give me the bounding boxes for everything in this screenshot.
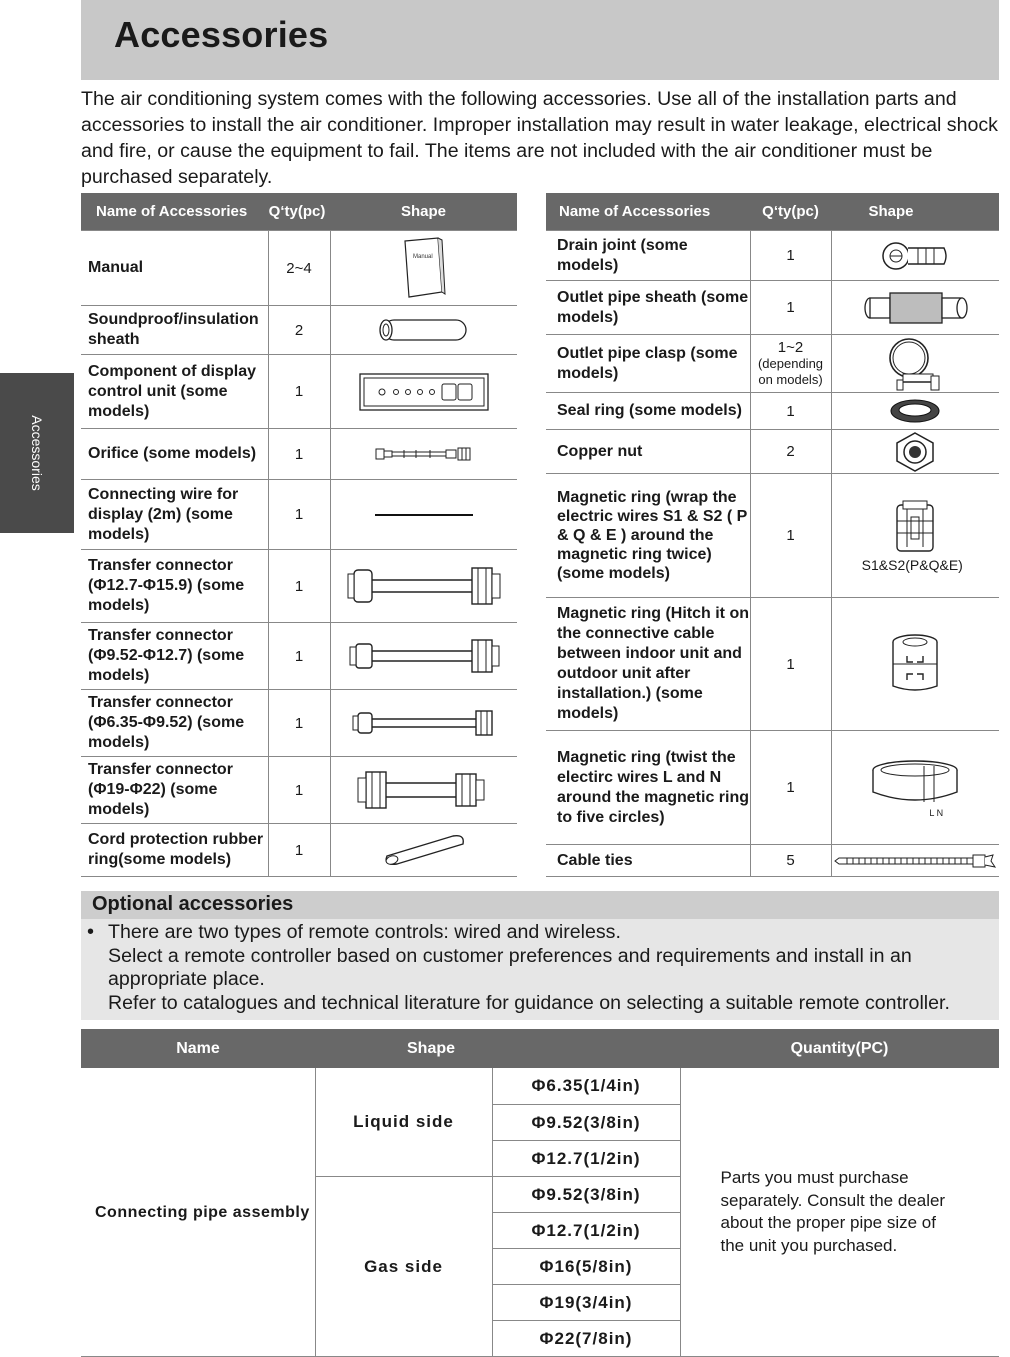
intro-paragraph: The air conditioning system comes with the following accessories. Use all of the installation parts and accessories to install the air conditioner. Improper installation may result in water leakage, electrical shock and fire, or cause the equipment to fail. The items are not included with the air conditioner must be purchased separately. <box>81 88 998 188</box>
table-row <box>81 1068 999 1105</box>
drain-joint-icon <box>880 239 950 273</box>
accessories-table-left <box>81 193 517 877</box>
pipe-clasp-icon <box>883 336 947 392</box>
accessory-qty: 5 <box>750 845 831 877</box>
accessory-qty: 1 <box>750 598 831 731</box>
cable-tie-icon <box>833 852 997 870</box>
header-qty: Q‘ty(pc) <box>750 193 831 231</box>
table-row <box>546 845 999 877</box>
accessory-qty: 1 <box>268 429 330 480</box>
accessory-qty: 2~4 <box>268 231 330 306</box>
accessory-name: Magnetic ring (Hitch it on the connective cable between indoor unit and outdoor unit after installation.) (some models) <box>546 598 750 731</box>
pipe-size: Φ12.7(1/2in) <box>492 1141 680 1177</box>
accessory-name: Component of display control unit (some models) <box>81 355 268 429</box>
optional-bullet-text: There are two types of remote controls: wired and wireless. <box>108 921 621 943</box>
transfer-connector-icon <box>344 636 504 676</box>
accessory-name: Transfer connector (Φ6.35-Φ9.52) (some models) <box>81 690 268 757</box>
magnetic-ring-icon <box>883 632 947 696</box>
optional-heading: Optional accessories <box>92 893 294 915</box>
pipe-size: Φ12.7(1/2in) <box>492 1213 680 1249</box>
accessory-name: Cable ties <box>546 845 750 877</box>
table-row <box>546 598 999 731</box>
bullet-icon: • <box>87 921 95 943</box>
table-row <box>546 393 999 430</box>
table-header <box>546 193 999 231</box>
table-row <box>546 474 999 598</box>
accessory-qty: 1 <box>268 355 330 429</box>
accessory-qty: 1 <box>268 757 330 824</box>
table-row <box>81 824 517 877</box>
page-title: Accessories <box>114 14 329 55</box>
accessory-name: Transfer connector (Φ9.52-Φ12.7) (some models) <box>81 623 268 690</box>
table-row <box>81 355 517 429</box>
header-shape: Shape <box>315 1029 680 1068</box>
header-name: Name of Accessories <box>81 193 268 231</box>
header-shape: Shape <box>330 193 517 231</box>
optional-line-2: Select a remote controller based on customer preferences and requirements and install in an appropriate place. <box>108 944 912 990</box>
magnetic-ring-caption: L N <box>929 807 944 818</box>
accessory-name: Outlet pipe clasp (some models) <box>546 335 750 393</box>
accessory-qty: 1 <box>750 281 831 335</box>
side-tab <box>0 373 74 533</box>
table-row <box>81 306 517 355</box>
accessory-name: Transfer connector (Φ19-Φ22) (some models) <box>81 757 268 824</box>
accessory-qty: 1 <box>750 393 831 430</box>
table-row <box>81 550 517 623</box>
accessory-qty: 1 <box>268 550 330 623</box>
accessory-qty: 1 <box>750 731 831 845</box>
accessory-qty: 2 <box>268 306 330 355</box>
magnetic-ring-caption: S1&S2(P&Q&E) <box>861 556 963 573</box>
optional-body <box>81 919 999 1020</box>
side-tab-label: Accessories <box>29 415 45 491</box>
magnetic-ring-icon <box>868 758 962 814</box>
optional-heading-bar <box>81 891 999 919</box>
table-header <box>81 1029 999 1068</box>
header-name: Name of Accessories <box>546 193 750 231</box>
wire-icon <box>374 512 474 518</box>
accessory-qty: 1~2 <box>777 339 804 356</box>
pipe-size: Φ6.35(1/4in) <box>492 1068 680 1105</box>
manual-label: Manual <box>412 254 433 260</box>
pipe-size: Φ9.52(3/8in) <box>492 1105 680 1141</box>
accessory-name: Magnetic ring (wrap the electric wires S1 & S2 ( P & Q & E ) around the magnetic ring twice) (some models) <box>546 474 750 598</box>
header-quantity: Quantity(PC) <box>680 1029 999 1068</box>
accessory-name: Cord protection rubber ring(some models) <box>81 824 268 877</box>
accessory-name: Manual <box>81 231 268 306</box>
header-name: Name <box>81 1029 315 1068</box>
header-qty: Q‘ty(pc) <box>268 193 330 231</box>
pipe-size: Φ19(3/4in) <box>492 1285 680 1321</box>
accessory-qty: 1 <box>268 623 330 690</box>
table-row <box>81 623 517 690</box>
accessory-qty: 1 <box>268 824 330 877</box>
transfer-connector-icon <box>344 766 504 814</box>
table-row <box>546 335 999 393</box>
table-header <box>81 193 517 231</box>
optional-text <box>108 921 998 1015</box>
accessory-qty: 1 <box>750 474 831 598</box>
table-row <box>81 231 517 306</box>
accessory-name: Outlet pipe sheath (some models) <box>546 281 750 335</box>
table-row <box>81 480 517 550</box>
accessory-name: Orifice (some models) <box>81 429 268 480</box>
quantity-note: Parts you must purchase separately. Consult the dealer about the proper pipe size of the unit you purchased. <box>680 1068 999 1357</box>
accessory-name: Magnetic ring (twist the electirc wires L and N around the magnetic ring to five circles) <box>546 731 750 845</box>
accessory-name: Transfer connector (Φ12.7-Φ15.9) (some models) <box>81 550 268 623</box>
accessory-qty: 1 <box>268 480 330 550</box>
table-row <box>546 281 999 335</box>
display-unit-icon <box>358 372 490 412</box>
table-row <box>81 757 517 824</box>
seal-ring-icon <box>888 397 942 425</box>
table-row <box>81 429 517 480</box>
accessory-name: Copper nut <box>546 430 750 474</box>
accessory-name: Soundproof/insulation sheath <box>81 306 268 355</box>
sheath-icon <box>376 316 472 344</box>
pipe-size: Φ16(5/8in) <box>492 1249 680 1285</box>
rubber-ring-icon <box>379 832 469 868</box>
liquid-side-label: Liquid side <box>315 1068 492 1177</box>
transfer-connector-icon <box>344 707 504 739</box>
header-shape: Shape <box>831 193 999 231</box>
table-row <box>546 430 999 474</box>
pipe-table <box>81 1029 999 1357</box>
pipe-size: Φ9.52(3/8in) <box>492 1177 680 1213</box>
accessory-qty-note: (depending on models) <box>757 356 824 387</box>
accessory-qty: 2 <box>750 430 831 474</box>
transfer-connector-icon <box>344 562 504 610</box>
table-row <box>546 731 999 845</box>
accessory-name: Seal ring (some models) <box>546 393 750 430</box>
gas-side-label: Gas side <box>315 1177 492 1357</box>
accessory-name: Drain joint (some models) <box>546 231 750 281</box>
accessory-qty: 1 <box>268 690 330 757</box>
accessory-name: Connecting wire for display (2m) (some models) <box>81 480 268 550</box>
table-row <box>81 690 517 757</box>
pipe-size: Φ22(7/8in) <box>492 1321 680 1357</box>
manual-icon <box>402 237 446 299</box>
orifice-icon <box>374 445 474 463</box>
optional-line-3: Refer to catalogues and technical literature for guidance on selecting a suitable remote controller. <box>108 991 950 1014</box>
accessory-qty: 1 <box>750 231 831 281</box>
table-row <box>546 231 999 281</box>
accessories-table-right <box>546 193 999 877</box>
copper-nut-icon <box>893 431 937 473</box>
pipe-assembly-name: Connecting pipe assembly <box>81 1068 315 1357</box>
pipe-sheath-icon <box>860 290 970 326</box>
magnetic-ring-icon <box>885 499 945 555</box>
